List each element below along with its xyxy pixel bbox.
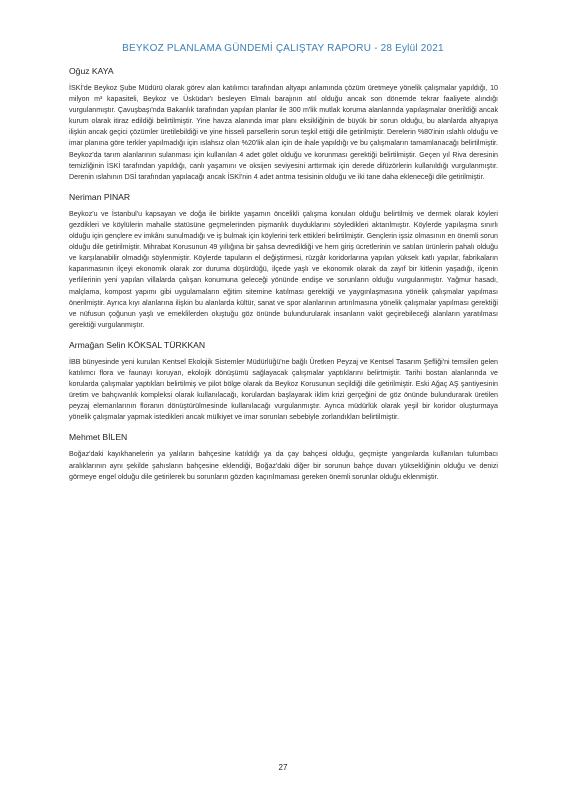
speaker-section-mehmet-bilen [69, 432, 498, 482]
speaker-name: Mehmet BİLEN [69, 432, 128, 443]
speaker-name: Neriman PINAR [69, 191, 131, 202]
speaker-paragraph: Boğaz'daki kayıkhanelerin ya yalıların bahçesine katıldığı ya da çay bahçesi olduğu, geçmişte yangınlarda kullanılan tulumbacı aralıklarının aynı şekilde şahısların bahçesine eklendiği, Boğaz'daki diğer bir sorunun bahçe duvarı yüksekliğinin olduğu ve denizi görmeye engel olduğu dile getirilerek bu sorunların gözden kaçırılmaması gereken önemli sorunlar olduğu eklenmiştir. [69, 450, 498, 481]
speaker-name: Armağan Selin KÖKSAL TÜRKKAN [69, 339, 206, 350]
speaker-section-armagan-selin-koksal-turkkan [69, 340, 498, 424]
speaker-paragraph: Beykoz'u ve İstanbul'u kapsayan ve doğa ile birlikte yaşamın öncelikli çalışma konuları olduğu belirtilmiş ve dermek olarak köyleri gezdikleri ve köylülerin mahalle statüsüne geçmelerinden pişmanlık duyduklarını söyledikleri aktarılmıştır. Köylerde yapılaşma sınırlı olduğu için gençlere ev imkânı sunulmadığı ve iş bulmak için köylerini terk ettikleri belirtilmiştir. Gençlerin işsiz olmasının en önemli sorun olduğu dile getirilmiştir. Mihrabat Korusunun 49 yıllığına bir şahsa devredildiği ve hem giriş ücretlerinin ve satılan ürünlerin pahalı olduğu ve karşılanabilir olmadığı söylenmiştir. Köylerde tapuların el değiştirmesi, rüzgâr koridorlarına yapılan yüksek katlı yapılar, fabrikaların kapanmasının ilçeyi ekonomik olarak zor duruma düşürdüğü, ilçede yaşlı ve ekonomik olarak da zayıf bir kitlenin yaşadığı, ilçenin yerlilerinin yeni yapılan villalarda çalışan konumuna geleceği yönünde endişe ve sorunların olduğu vurgulanmıştır. Yağmur hasadı, malçlama, kompost yapımı gibi uygulamaların eğitim sitemine katılması gerektiği ve yaygınlaşmasına yönelik çalışmalar yapılması önerilmiştir. Ayrıca kıyı alanlarına ilişkin bu alanlarda kültür, sanat ve spor alanlarının artırılmasına yönelik çalışmalar yapılması gerektiği ve nüfusun çoğunun yaşlı ve emeklilerden oluştuğu göz önünde bulundurularak insanların vakit geçirebileceği alanların yaratılması gerektiği vurgulanmıştır. [69, 209, 498, 329]
speaker-section-neriman-pinar [69, 192, 498, 331]
document-body [69, 66, 498, 492]
speaker-name: Oğuz KAYA [69, 66, 114, 76]
page-number: 27 [278, 763, 288, 772]
speaker-paragraph: İSKİ'de Beykoz Şube Müdürü olarak görev alan katılımcı tarafından altyapı anlamında çözüm üretmeye yönelik çalışmalar yapıldığı, 10 milyon m³ kapasiteli, Beykoz ve Üsküdar'ı besleyen Elmalı barajının atıl olduğu ancak son dönemde tekrar faaliyete alındığı vurgulanmıştır. Çavuşbaşı'nda Bakanlık tarafından yapılan planlar ile 300 m'lik mutlak koruma alanlarında yapılaşmalar önerildiği ancak kurum olarak itiraz edildiği belirtilmiştir. Yine havza alanında imar planı eksikliğinin de büyük bir sorun olduğu, bu alanlarda altyapıya ilişkin ancak geçici çözümler üretilebildiği ve yine hisseli parsellerin sorun teşkil ettiği dile getirilmiştir. Derelerin %80'inin ıslahlı olduğu ve imar planına göre terkler yapılmadığı için ıslahsız olan %20'lik alan için de ihale yapıldığı ve bu çalışmaların tamamlanacağı belirtilmiştir. Beykoz'da tarım alanlarının sulanması için kullanılan 4 adet gölet olduğu ve korunması gerektiği belirtilmiştir. Geçen yıl Riva deresinin temizliğinin İSKİ tarafından yapıldığı, canlı yaşamını ve oksijen seviyesini arttırmak için derede difüzörlerin kullanıldığı vurgulanmıştır. Derenin ıslahının DSİ tarafından yapılacağı ancak İSKİ'nin 4 adet arıtma tesisinin olduğu ve iki tane daha ekleneceği dile getirilmiştir. [69, 84, 498, 181]
speaker-section-oguz-kaya [69, 66, 498, 183]
report-header: BEYKOZ PLANLAMA GÜNDEMİ ÇALIŞTAY RAPORU - 28 Eylül 2021 [122, 43, 444, 54]
speaker-paragraph: İBB bünyesinde yeni kurulan Kentsel Ekolojik Sistemler Müdürlüğü'ne bağlı Üretken Peyzaj ve Kentsel Tasarım Şefliği'ni temsilen gelen katılımcı flora ve faunayı koruyan, ekolojik dönüşümü sağlayacak çalışmalar yaptıklarını belirtmiştir. Tarihi bostan alanlarında ve korularda çalışmalar yaptıkları belirtilmiş ve pilot bölge olarak da Beykoz Korusunun seçildiği dile getirilmiştir. Eski Ağaç AŞ şantiyesinin üretim ve bahçıvanlık kompleksi olarak kullanılacağı, korulardan başlayarak iklim krizi gerçeğini de göz önünde bulundurarak üretilen peyzaj elemanlarının floranın dönüştürülmesinde kullanılacağı vurgulanmıştır. Ayrıca müdürlük olarak yeşil bir koridor oluşturmaya yönelik çalışmalar yapmak istedikleri ancak mülkiyet ve imar sorunları sebebiyle zorlandıkları belirtilmiştir. [69, 357, 498, 422]
